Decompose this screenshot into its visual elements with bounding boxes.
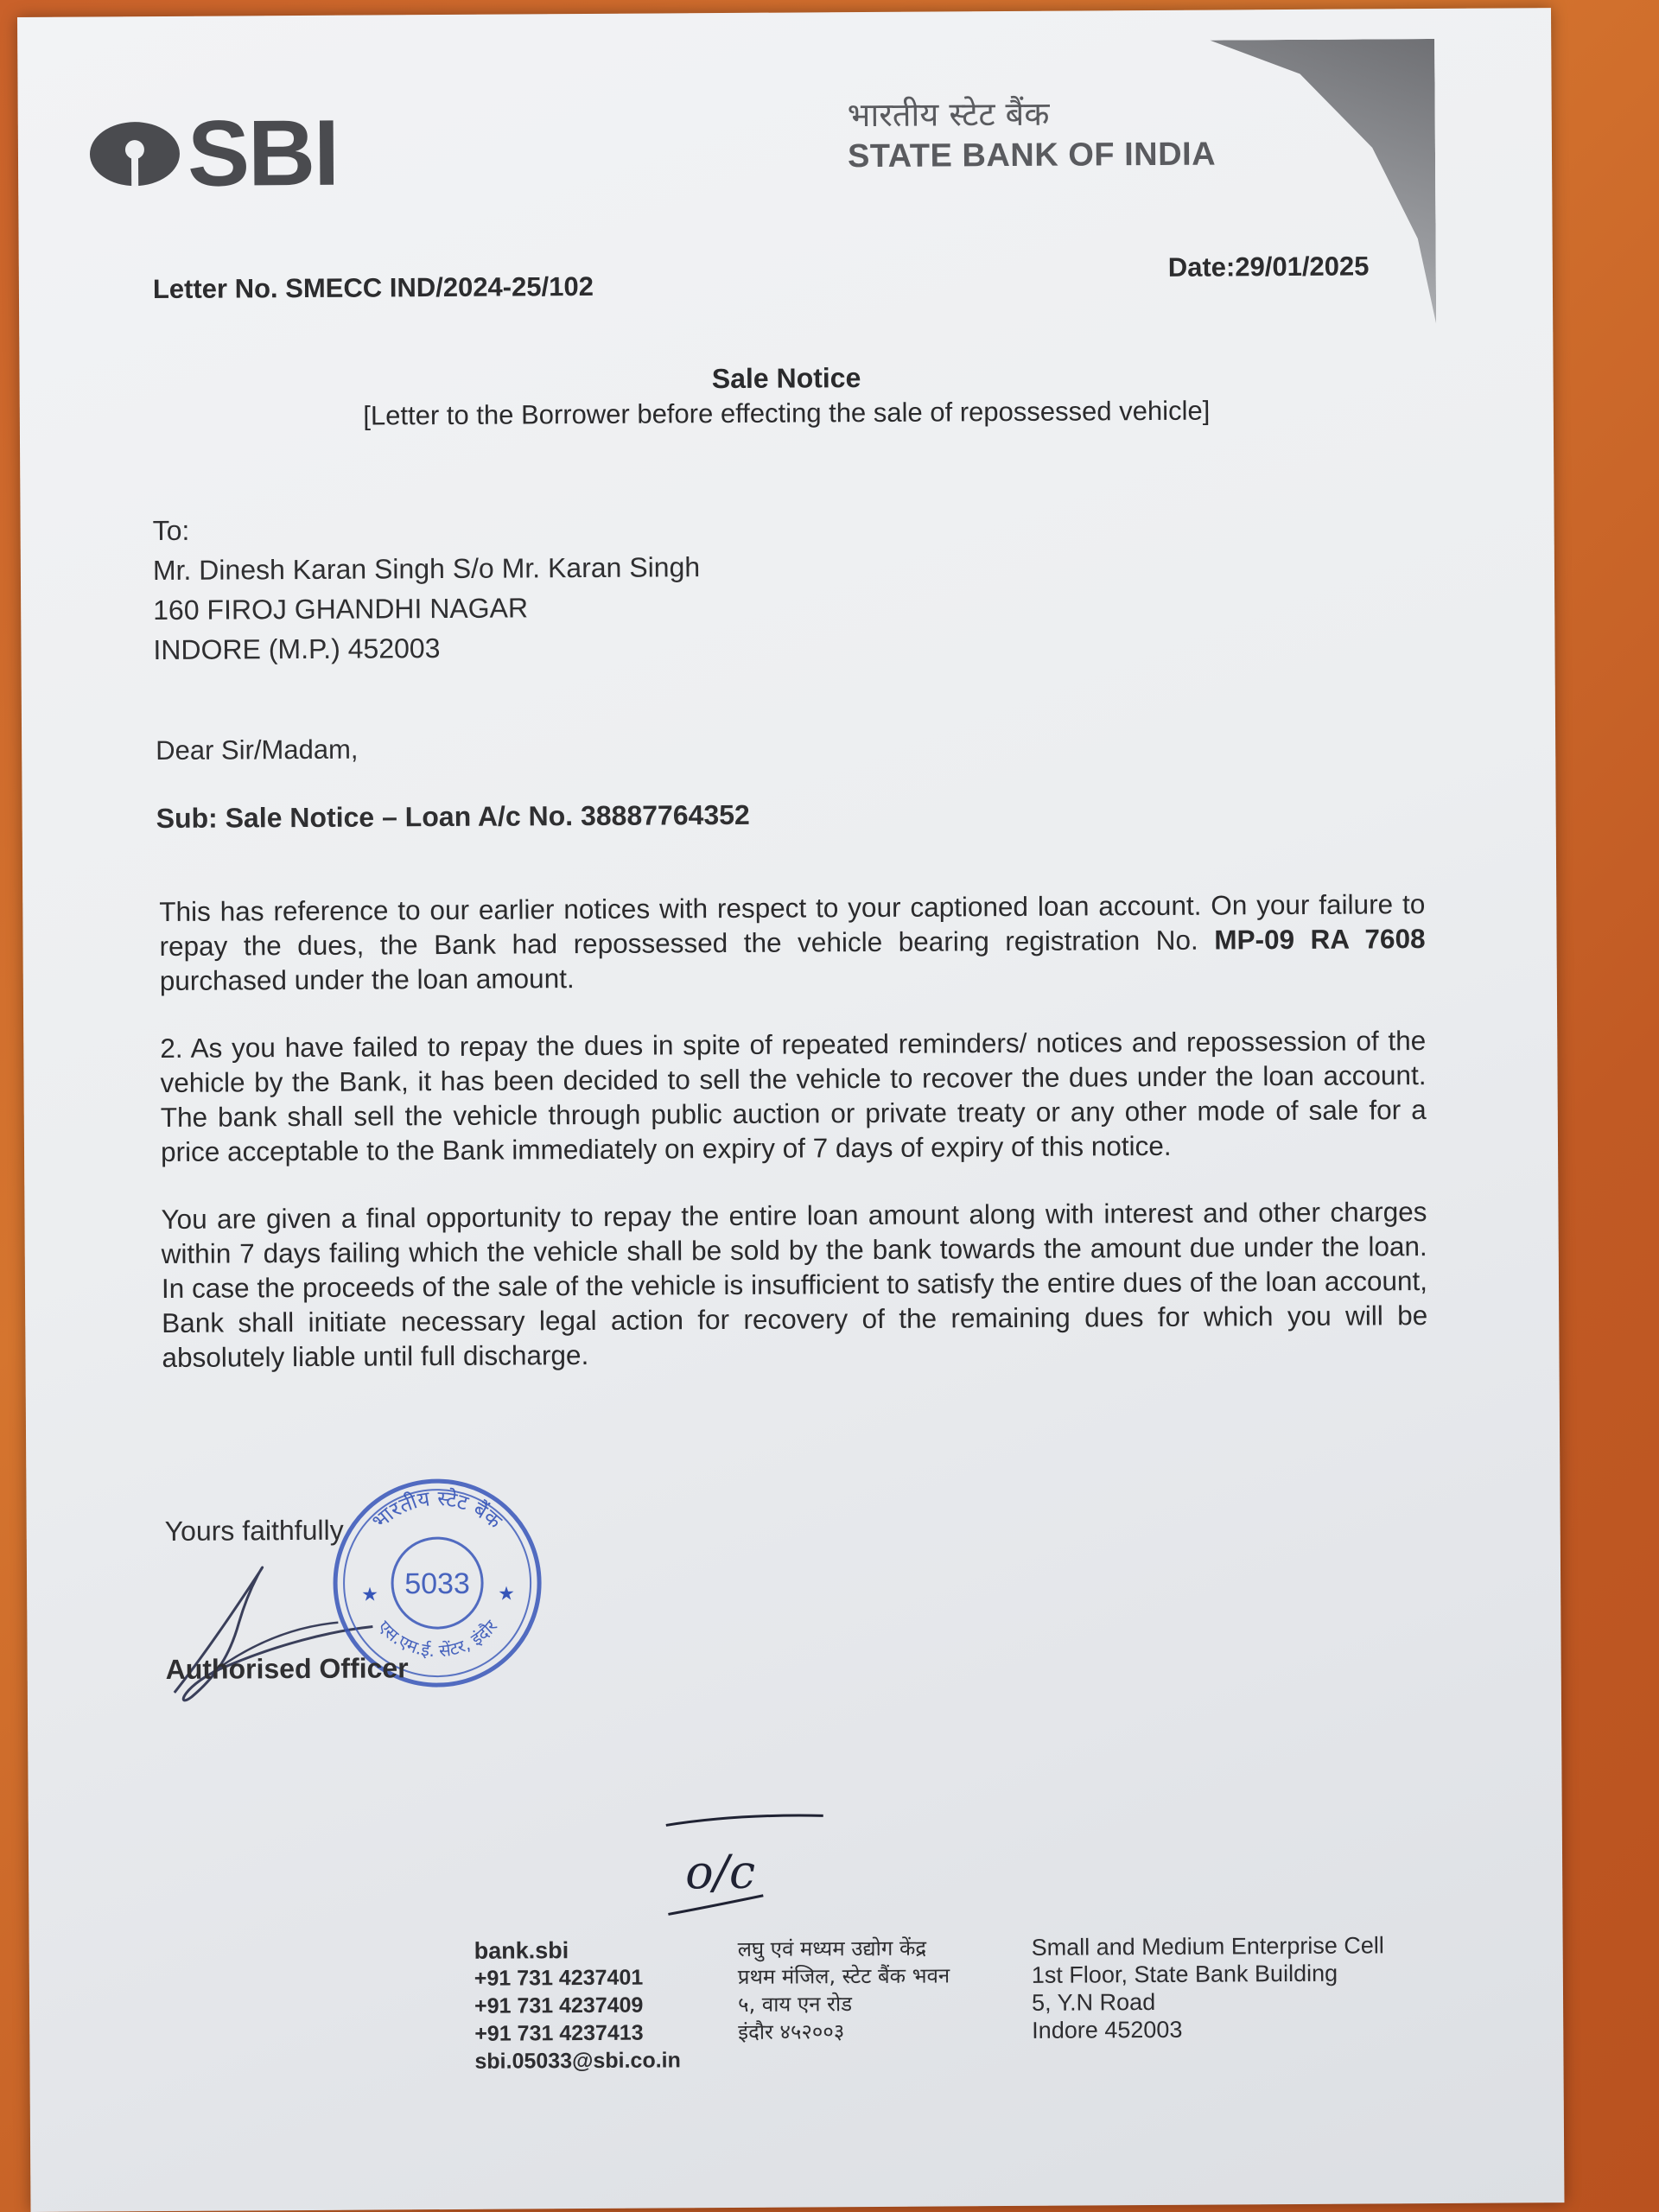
footer-email: sbi.05033@sbi.co.in: [474, 2048, 681, 2074]
letter-page: [17, 8, 1564, 2212]
paragraph-text: purchased under the loan amount.: [159, 963, 575, 997]
stamp-text-bottom: एस.एम.ई. सेंटर, इंदौर: [373, 1616, 502, 1662]
footer-address-line: इंदौर ४५२००३: [738, 2019, 845, 2044]
sbi-logo: [87, 99, 339, 206]
footer-address-line: ५, वाय एन रोड: [737, 1992, 853, 2017]
bank-name-hindi: भारतीय स्टेट बैंक: [847, 94, 1050, 135]
handwritten-note: [659, 1805, 833, 1927]
sbi-keyhole-icon: [87, 119, 182, 189]
stamp-text-top: भारतीय स्टेट बैंक: [367, 1485, 507, 1535]
footer-english-address: [1032, 1931, 1385, 2044]
handwritten-text: o/c: [684, 1844, 756, 1900]
logo-text: SBI: [187, 99, 339, 206]
footer-address-line: Small and Medium Enterprise Cell: [1031, 1932, 1384, 1961]
footer-address-line: प्रथम मंजिल, स्टेट बैंक भवन: [737, 1963, 950, 1989]
footer-address-line: Indore 452003: [1032, 2016, 1183, 2044]
closing: Yours faithfully: [164, 1514, 344, 1547]
footer-contact: [474, 1936, 681, 2075]
registration-number: MP-09 RA 7608: [1214, 923, 1426, 956]
footer-address-line: 5, Y.N Road: [1031, 1988, 1156, 2016]
star-icon: ★: [361, 1583, 378, 1605]
footer-phone: +91 731 4237409: [474, 1993, 644, 2018]
paragraph-3: You are given a final opportunity to repay the entire loan amount along with interest and other charges within 7 days failing which the vehicle shall be sold by the bank towards the amount due under the loan. In case the proceeds of the sale of the vehicle is insufficient to satisfy the entire dues of the loan account, Bank shall initiate necessary legal action for recovery of the remaining dues for which you will be absolutely liable until full discharge.: [161, 1196, 1428, 1374]
recipient-block: [152, 507, 700, 670]
notice-title: Sale Notice: [711, 362, 861, 395]
paragraph-1: [159, 887, 1426, 998]
stamp-code: 5033: [404, 1567, 471, 1601]
footer-website: bank.sbi: [474, 1937, 569, 1964]
footer-phone: +91 731 4237401: [474, 1965, 644, 1991]
to-label: To:: [152, 514, 190, 547]
bank-name-english: STATE BANK OF INDIA: [847, 136, 1217, 175]
letter-date: Date:29/01/2025: [1167, 251, 1370, 283]
footer-hindi-address: [738, 1934, 950, 2045]
recipient-address-line: 160 FIROJ GHANDHI NAGAR: [153, 592, 529, 626]
subject-line: Sub: Sale Notice – Loan A/c No. 38887764352: [156, 798, 750, 835]
signatory: Authorised Officer: [165, 1652, 409, 1685]
salutation: Dear Sir/Madam,: [156, 734, 359, 766]
recipient-name: Mr. Dinesh Karan Singh S/o Mr. Karan Singh: [152, 551, 701, 587]
notice-subtitle: [Letter to the Borrower before effecting the sale of repossessed vehicle]: [363, 395, 1211, 431]
letter-number: Letter No. SMECC IND/2024-25/102: [152, 270, 594, 305]
footer-address-line: लघु एवं मध्यम उद्योग केंद्र: [737, 1936, 927, 1961]
star-icon: ★: [498, 1582, 515, 1605]
paragraph-text: This has reference to our earlier notices with respect to your captioned loan account. On your failure to repay the dues, the Bank had repossessed the vehicle bearing registration No.: [159, 888, 1426, 963]
recipient-address-line: INDORE (M.P.) 452003: [153, 632, 441, 666]
paragraph-2: 2. As you have failed to repay the dues in spite of repeated reminders/ notices and repossession of the vehicle by the Bank, it has been decided to sell the vehicle to recover the dues under the loan account. The bank shall sell the vehicle through public auction or private treaty or any other mode of sale for a price acceptable to the Bank immediately on expiry of 7 days of expiry of this notice.: [160, 1025, 1427, 1168]
footer-phone: +91 731 4237413: [474, 2020, 644, 2046]
footer-address-line: 1st Floor, State Bank Building: [1031, 1960, 1338, 1988]
